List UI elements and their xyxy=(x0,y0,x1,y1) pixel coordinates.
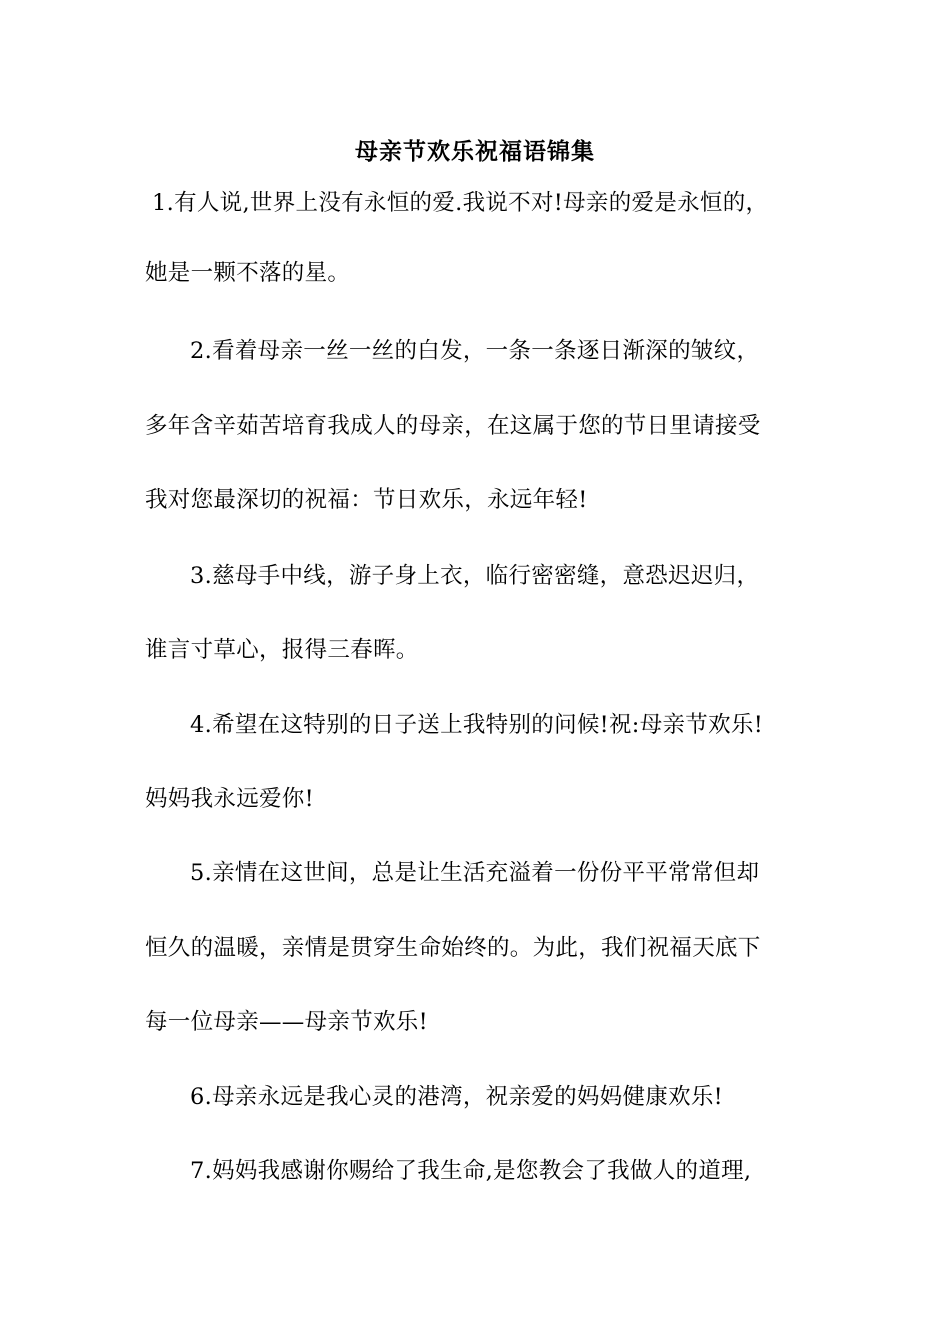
text-line-1: 1.有人说,世界上没有永恒的爱.我说不对!母亲的爱是永恒的， xyxy=(152,190,769,216)
text-line-10: 5.亲情在这世间，总是让生活充溢着一份份平平常常但却 xyxy=(190,860,760,886)
text-line-9: 妈妈我永远爱你! xyxy=(145,786,314,812)
text-line-14: 7.妈妈我感谢你赐给了我生命,是您教会了我做人的道理, xyxy=(190,1158,752,1184)
text-line-4: 多年含辛茹苦培育我成人的母亲，在这属于您的节日里请接受 xyxy=(145,413,761,439)
text-line-5: 我对您最深切的祝福：节日欢乐，永远年轻! xyxy=(145,487,588,513)
text-line-3: 2.看着母亲一丝一丝的白发，一条一条逐日渐深的皱纹， xyxy=(190,338,760,364)
text-line-12: 每一位母亲——母亲节欢乐! xyxy=(145,1009,428,1035)
page-title: 母亲节欢乐祝福语锦集 xyxy=(355,138,595,165)
text-line-7: 谁言寸草心，报得三春晖。 xyxy=(145,637,419,663)
text-line-11: 恒久的温暖，亲情是贯穿生命始终的。为此，我们祝福天底下 xyxy=(145,935,761,961)
text-line-6: 3.慈母手中线，游子身上衣，临行密密缝，意恐迟迟归， xyxy=(190,563,760,589)
text-line-13: 6.母亲永远是我心灵的港湾，祝亲爱的妈妈健康欢乐! xyxy=(190,1084,724,1110)
text-line-2: 她是一颗不落的星。 xyxy=(145,260,351,286)
text-line-8: 4.希望在这特别的日子送上我特别的问候!祝:母亲节欢乐! xyxy=(190,712,764,738)
